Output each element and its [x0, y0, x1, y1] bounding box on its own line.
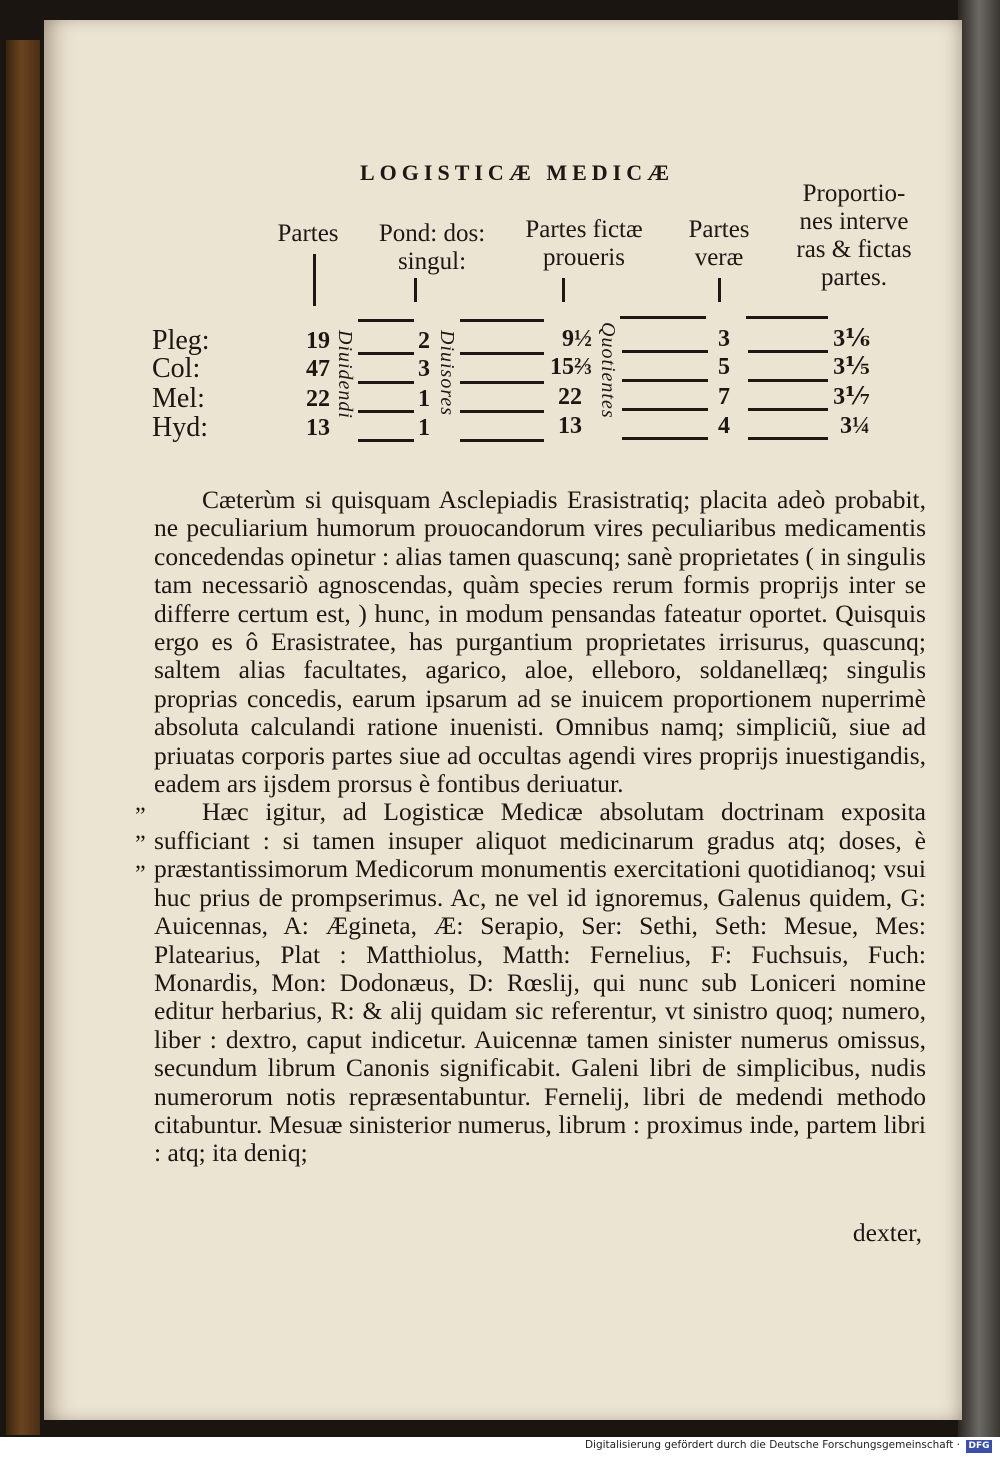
header-fictae: [516, 216, 652, 272]
table-dash: [620, 316, 706, 319]
row-label: Pleg:: [152, 325, 210, 356]
cell-pond: 1: [418, 386, 430, 412]
cell-verae: 5: [718, 354, 730, 380]
table-dash: [460, 381, 544, 384]
header-rule: [313, 254, 316, 306]
cell-fictae: 9½: [562, 326, 592, 352]
paragraph-2: Hæc igitur, ad Logisticæ Medicæ absolutam doctrinam exposita sufficiant : si tamen insuper aliquot medicinarum gradus atq; doses, è præstantissimorum Medicorum monumentis exercitationi quotidianoq; vsui huc prius de prompserimus. Ac, ne vel id ignoremus, Galenus quidem, G: Auicennas, A: Ægineta, Æ: Serapio, Ser: Sethi, Seth: Mesue, Mes: Platearius, Plat : Matthiolus, Matth: Fernelius, F: Fuchsuis, Fuch: Monardis, Mon: Dodonæus, D: Rœslij, qui nunc sub Loniceri nomine editur herbarius, R: & alij quidam sic referentur, vt sinistro quoq; numero, liber : dextro, caput indicetur. Auicennæ tamen sinister numerus omissus, secundum librum Canonis significabit. Galeni libri de simplicibus, nudis numerorum notis repræsentabuntur. Fernelij, libri de medendi methodo citabuntur. Mesuæ sinisterior numerus, librum : proximus inde, partem libri : atq; ita deniq;: [154, 797, 926, 1168]
table-dash: [748, 408, 828, 411]
header-pond-line1: Pond: dos:: [378, 220, 486, 247]
catchword: dexter,: [852, 1218, 922, 1247]
header-proportio-line1: Proportio-: [802, 180, 906, 207]
table-dash: [460, 352, 544, 355]
paragraph-1: Cæterùm si quisquam Asclepiadis Erasistratiq; placita adeò probabit, ne peculiarium humorum prouocandorum vires peculiaribus medicamentis concedendas opinetur : alias tamen quascunq; sanè proprietates ( in singulis tam necessariò agnoscendas, quàm species rerum formis proprijs inter se differre certum est, ) hunc, in modum pensandas fateatur oportet. Quisquis ergo es ô Erasistratee, has purgantium proprietates irrisurus, quascunq; saltem alias facultates, agarico, aloe, elleboro, soldanellæq; singulis proprias concedis, earum ipsarum ad se inuicem proportionem nuperrimè absoluta calculandi ratione inuenisti. Omnibus namq; simpliciũ, siue ad priuatas corporis partes siue ad occultas agendi vires proprijs inuestigandis, eadem ars ijsdem prorsus è fontibus deriuatur.: [154, 485, 926, 799]
table-dash: [622, 408, 708, 411]
cell-fictae: 15⅔: [550, 354, 592, 380]
label-dividendi: Diuidendi: [334, 330, 356, 419]
cell-partes: 13: [306, 415, 330, 441]
header-proportio-line4: partes.: [821, 264, 887, 291]
cell-pond: 3: [418, 356, 430, 382]
header-fictae-line2: proueris: [543, 244, 625, 271]
label-quotientes: Quotientes: [597, 322, 619, 419]
cell-pond: 2: [418, 328, 430, 354]
cell-pond: 1: [418, 415, 430, 441]
table-dash: [460, 410, 544, 413]
cell-proportio: 3⅕: [833, 354, 870, 380]
table-dash: [358, 319, 414, 322]
cell-proportio: 3¼: [840, 413, 870, 439]
table-dash: [622, 379, 708, 382]
header-verae-line1: Partes: [688, 216, 750, 243]
table-dash: [746, 316, 828, 319]
book-spine-edge: [6, 40, 40, 1435]
row-label: Col:: [152, 353, 201, 384]
cell-proportio: 3⅐: [833, 384, 870, 410]
running-head: LOGISTICÆ MEDICÆ: [360, 160, 675, 185]
table-dash: [748, 379, 828, 382]
header-pond: [370, 220, 494, 276]
header-proportio: [784, 180, 924, 292]
table-dash: [460, 439, 544, 442]
margin-quote-mark: „: [135, 848, 146, 874]
table-dash: [358, 439, 414, 442]
header-rule: [414, 278, 417, 302]
row-label: Mel:: [152, 383, 205, 414]
cell-verae: 4: [718, 413, 730, 439]
header-rule: [562, 278, 565, 302]
table-dash: [748, 437, 828, 440]
cell-fictae: 13: [558, 413, 582, 439]
header-fictae-line1: Partes fictæ: [525, 216, 643, 243]
footer-funding-text: Digitalisierung gefördert durch die Deutsche Forschungsgemeinschaft ·: [584, 1439, 960, 1451]
header-verae: [676, 216, 762, 272]
header-verae-line2: veræ: [694, 244, 744, 271]
header-proportio-line2: nes interve: [799, 208, 909, 235]
margin-quote-mark: „: [135, 818, 146, 844]
table-dash: [460, 319, 544, 322]
cell-partes: 22: [306, 386, 330, 412]
row-label: Hyd:: [152, 412, 208, 443]
table-dash: [358, 410, 414, 413]
table-dash: [358, 352, 414, 355]
header-proportio-line3: ras & fictas: [796, 236, 912, 263]
body-text: [154, 486, 926, 1168]
cell-partes: 19: [306, 328, 330, 354]
margin-quote-mark: „: [135, 790, 146, 816]
cell-verae: 7: [718, 384, 730, 410]
cell-verae: 3: [718, 326, 730, 352]
table-dash: [622, 437, 708, 440]
dfg-logo-icon: DFG: [966, 1440, 992, 1453]
page-stack-edge: [958, 0, 1000, 1437]
label-diuisores: Diuisores: [436, 330, 458, 417]
cell-proportio: 3⅙: [833, 326, 870, 352]
table-dash: [748, 350, 828, 353]
header-rule: [718, 278, 721, 302]
cell-partes: 47: [306, 356, 330, 382]
header-pond-line2: singul:: [397, 248, 467, 275]
footer-bar: [0, 1437, 1000, 1457]
table-dash: [358, 381, 414, 384]
table-dash: [622, 350, 708, 353]
header-partes: Partes: [277, 220, 339, 247]
cell-fictae: 22: [558, 384, 582, 410]
